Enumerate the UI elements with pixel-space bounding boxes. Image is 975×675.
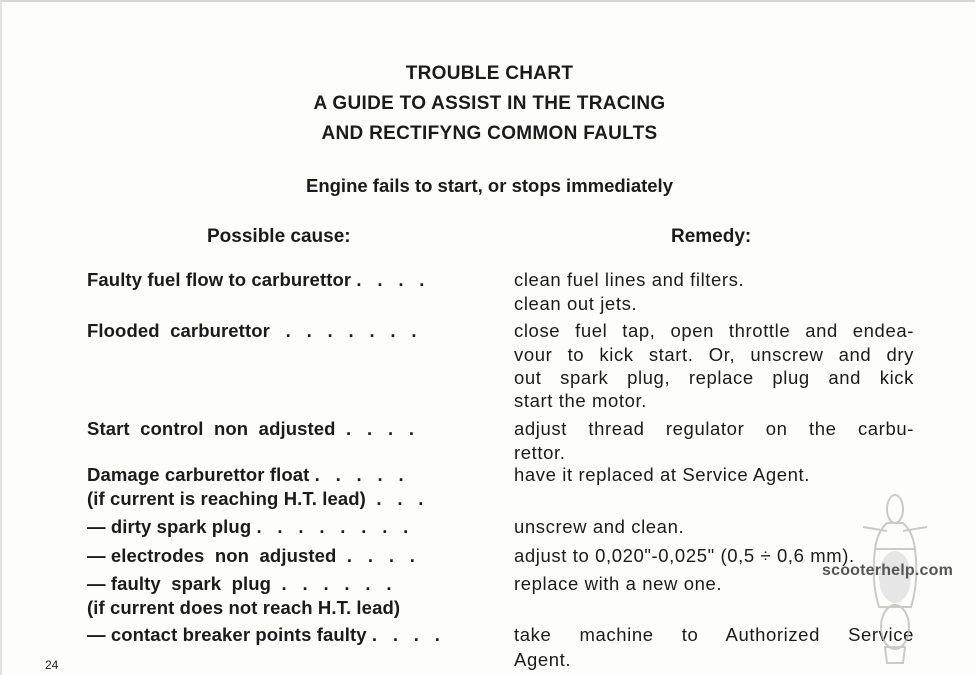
cause-dirty-spark-plug: — dirty spark plug . . . . . . . .: [87, 516, 409, 537]
remedy-line: clean fuel lines and filters.: [514, 269, 745, 290]
cause-column-header: Possible cause:: [207, 226, 351, 247]
cause-carburettor-float: Damage carburettor float . . . . .: [87, 464, 404, 485]
remedy-line: have it replaced at Service Agent.: [514, 464, 811, 485]
cause-faulty-spark-plug: — faulty spark plug . . . . . .: [87, 573, 392, 594]
cause-fuel-flow: Faulty fuel flow to carburettor . . . .: [87, 269, 425, 290]
remedy-column-header: Remedy:: [671, 226, 752, 247]
cause-current-not-reaching-ht: (if current does not reach H.T. lead): [87, 597, 401, 618]
chart-subtitle-line-1: A GUIDE TO ASSIST IN THE TRACING: [313, 93, 666, 114]
cause-contact-breaker: — contact breaker points faulty . . . .: [87, 624, 440, 645]
chart-subtitle-line-2: AND RECTIFYNG COMMON FAULTS: [321, 123, 658, 144]
remedy-line: take machine to Authorized Service: [514, 624, 914, 645]
cause-start-control: Start control non adjusted . . . .: [87, 418, 415, 439]
remedy-line: Agent.: [514, 649, 572, 670]
remedy-line: replace with a new one.: [514, 573, 723, 594]
remedy-line: out spark plug, replace plug and kick: [514, 367, 914, 388]
remedy-line: start the motor.: [514, 390, 647, 411]
chart-title: TROUBLE CHART: [405, 63, 574, 84]
watermark-text: scooterhelp.com: [822, 562, 954, 579]
remedy-line: clean out jets.: [514, 293, 638, 314]
section-heading: Engine fails to start, or stops immediately: [305, 175, 673, 196]
remedy-line: rettor.: [514, 442, 566, 463]
remedy-line: vour to kick start. Or, unscrew and dry: [514, 344, 914, 365]
remedy-line: adjust thread regulator on the carbu-: [514, 418, 914, 439]
remedy-line: unscrew and clean.: [514, 516, 685, 537]
cause-current-reaching-ht: (if current is reaching H.T. lead) . . .: [87, 488, 424, 509]
cause-electrodes: — electrodes non adjusted . . . .: [87, 545, 416, 566]
cause-flooded-carburettor: Flooded carburettor . . . . . . .: [87, 320, 417, 341]
remedy-line: close fuel tap, open throttle and endea-: [514, 320, 914, 341]
remedy-line: adjust to 0,020"-0,025" (0,5 ÷ 0,6 mm).: [514, 545, 855, 566]
page-number: 24: [45, 658, 59, 672]
